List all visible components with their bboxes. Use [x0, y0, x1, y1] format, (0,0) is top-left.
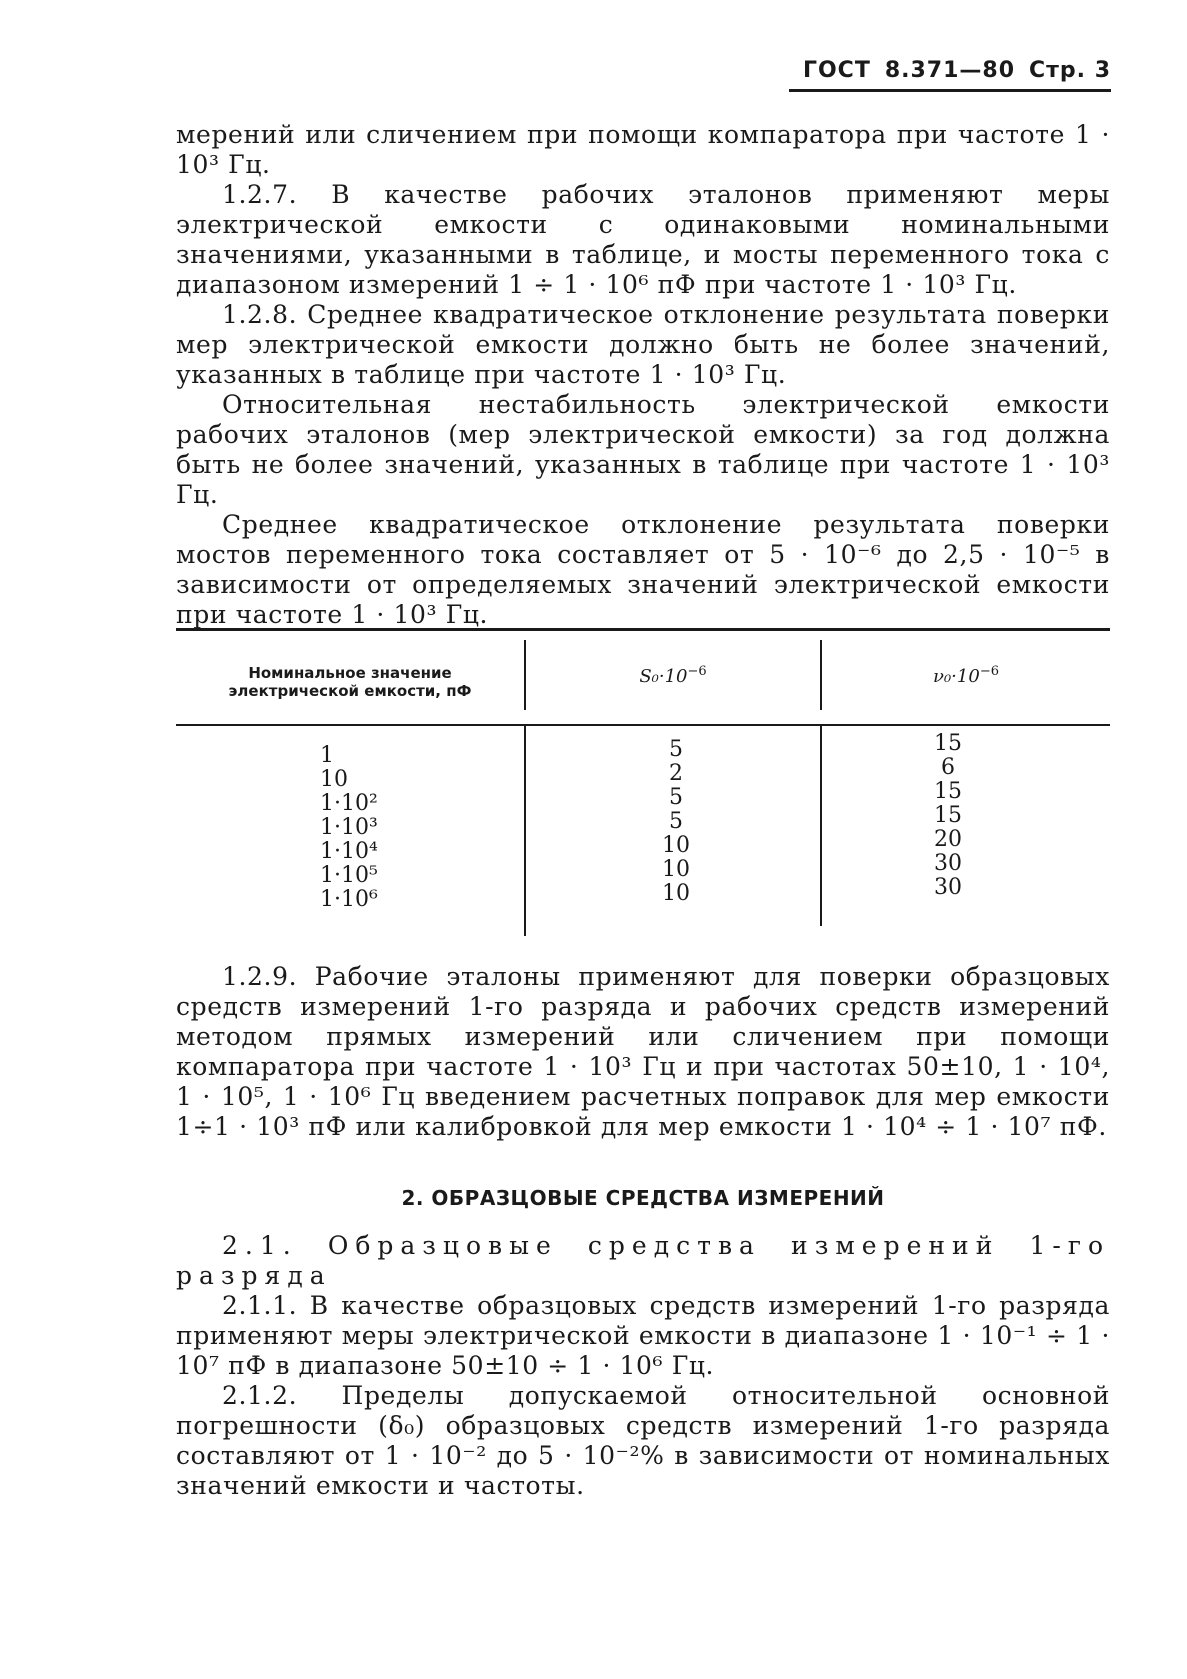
header-number: 8.371—80	[884, 58, 1016, 83]
paragraph-2-1-2: 2.1.2. Пределы допускаемой относительной основной погрешности (δ₀) образцовых средств измерений 1-го разряда составляют от 1 · 10⁻² до 5 · 10⁻²% в зависимости от номинальных значений емкости и частоты.	[176, 1381, 1110, 1500]
table-cell: 15	[934, 779, 962, 804]
table-cell: 5	[669, 809, 683, 834]
table-cell: 30	[934, 875, 962, 900]
table-cell: 10	[320, 767, 348, 792]
table-header-s0	[526, 664, 820, 687]
table-cell: 1·10³	[320, 815, 378, 840]
header-line: Номинальное значение	[248, 664, 452, 682]
table-header-v0	[822, 664, 1110, 687]
table-cell: 30	[934, 851, 962, 876]
table-cell: 1·10⁵	[320, 863, 378, 888]
top-text	[176, 120, 1110, 630]
table-header-capacitance	[176, 664, 524, 700]
paragraph-bridges: Среднее квадратическое отклонение результата поверки мостов переменного тока составляет от 5 · 10⁻⁶ до 2,5 · 10⁻⁵ в зависимости от определяемых значений электрической емкости при частоте 1 · 10³ Гц.	[176, 510, 1110, 629]
table-cell: 2	[669, 761, 683, 786]
table-cell: 5	[669, 737, 683, 762]
table-divider	[524, 726, 526, 936]
table-cell: 10	[662, 857, 690, 882]
table-cell: 15	[934, 731, 962, 756]
paragraph-1-2-7: 1.2.7. В качестве рабочих эталонов применяют меры электрической емкости с одинаковыми номинальными значениями, указанными в таблице, и мосты переменного тока с диапазоном измерений 1 ÷ 1 · 10⁶ пФ при частоте 1 · 10³ Гц.	[176, 180, 1110, 299]
paragraph-instability: Относительная нестабильность электрической емкости рабочих эталонов (мер электрической емкости) за год должна быть не более значений, указанных в таблице при частоте 1 · 10³ Гц.	[176, 390, 1110, 509]
table-cell: 1	[320, 743, 334, 768]
column-s0	[656, 738, 696, 906]
table-cell: 5	[669, 785, 683, 810]
paragraph-1-2-8: 1.2.8. Среднее квадратическое отклонение результата поверки мер электрической емкости должно быть не более значений, указанных в таблице при частоте 1 · 10³ Гц.	[176, 300, 1110, 389]
table-header-rule	[176, 724, 1110, 726]
table-cell: 6	[941, 755, 955, 780]
column-v0	[928, 732, 968, 900]
table-cell: 1·10⁴	[320, 839, 378, 864]
middle-text	[176, 962, 1110, 1142]
table-cell: 10	[662, 881, 690, 906]
paragraph-2-1-1: 2.1.1. В качестве образцовых средств измерений 1-го разряда применяют меры электрической емкости в диапазоне 1 · 10⁻¹ ÷ 1 · 10⁷ пФ в диапазоне 50±10 ÷ 1 · 10⁶ Гц.	[176, 1291, 1110, 1380]
table-cell: 20	[934, 827, 962, 852]
table-cell: 15	[934, 803, 962, 828]
paragraph-2-1: 2.1. Образцовые средства измерений 1-го разряда	[176, 1231, 1110, 1290]
header-s0-exp: −6	[687, 664, 707, 679]
section-title: 2. ОБРАЗЦОВЫЕ СРЕДСТВА ИЗМЕРЕНИЙ	[401, 1186, 885, 1210]
table-cell: 10	[662, 833, 690, 858]
header-line: электрической емкости, пФ	[228, 682, 472, 700]
paragraph-1-2-9: 1.2.9. Рабочие эталоны применяют для поверки образцовых средств измерений 1-го разряда и рабочих средств измерений методом прямых измерений или сличением при помощи компаратора при частоте 1 · 10³ Гц и при частотах 50±10, 1 · 10⁴, 1 · 10⁵, 1 · 10⁶ Гц введением расчетных поправок для мер емкости 1÷1 · 10³ пФ или калибровкой для мер емкости 1 · 10⁴ ÷ 1 · 10⁷ пФ.	[176, 962, 1110, 1141]
bottom-text	[176, 1231, 1110, 1501]
paragraph-continuation: мерений или сличением при помощи компаратора при частоте 1 · 10³ Гц.	[176, 120, 1110, 179]
header-v0-text: ν₀·10	[933, 666, 980, 687]
table-cell: 1·10⁶	[320, 887, 378, 912]
header-std: ГОСТ	[802, 58, 871, 83]
header-s0-text: S₀·10	[639, 666, 688, 687]
header-v0-exp: −6	[979, 664, 999, 679]
table-top-rule	[176, 628, 1110, 631]
values-table	[176, 628, 1110, 938]
table-cell: 1·10²	[320, 791, 378, 816]
column-capacitance	[320, 744, 378, 912]
header-page: Стр. 3	[1029, 58, 1111, 83]
table-divider	[820, 726, 822, 926]
page-header	[789, 58, 1111, 92]
